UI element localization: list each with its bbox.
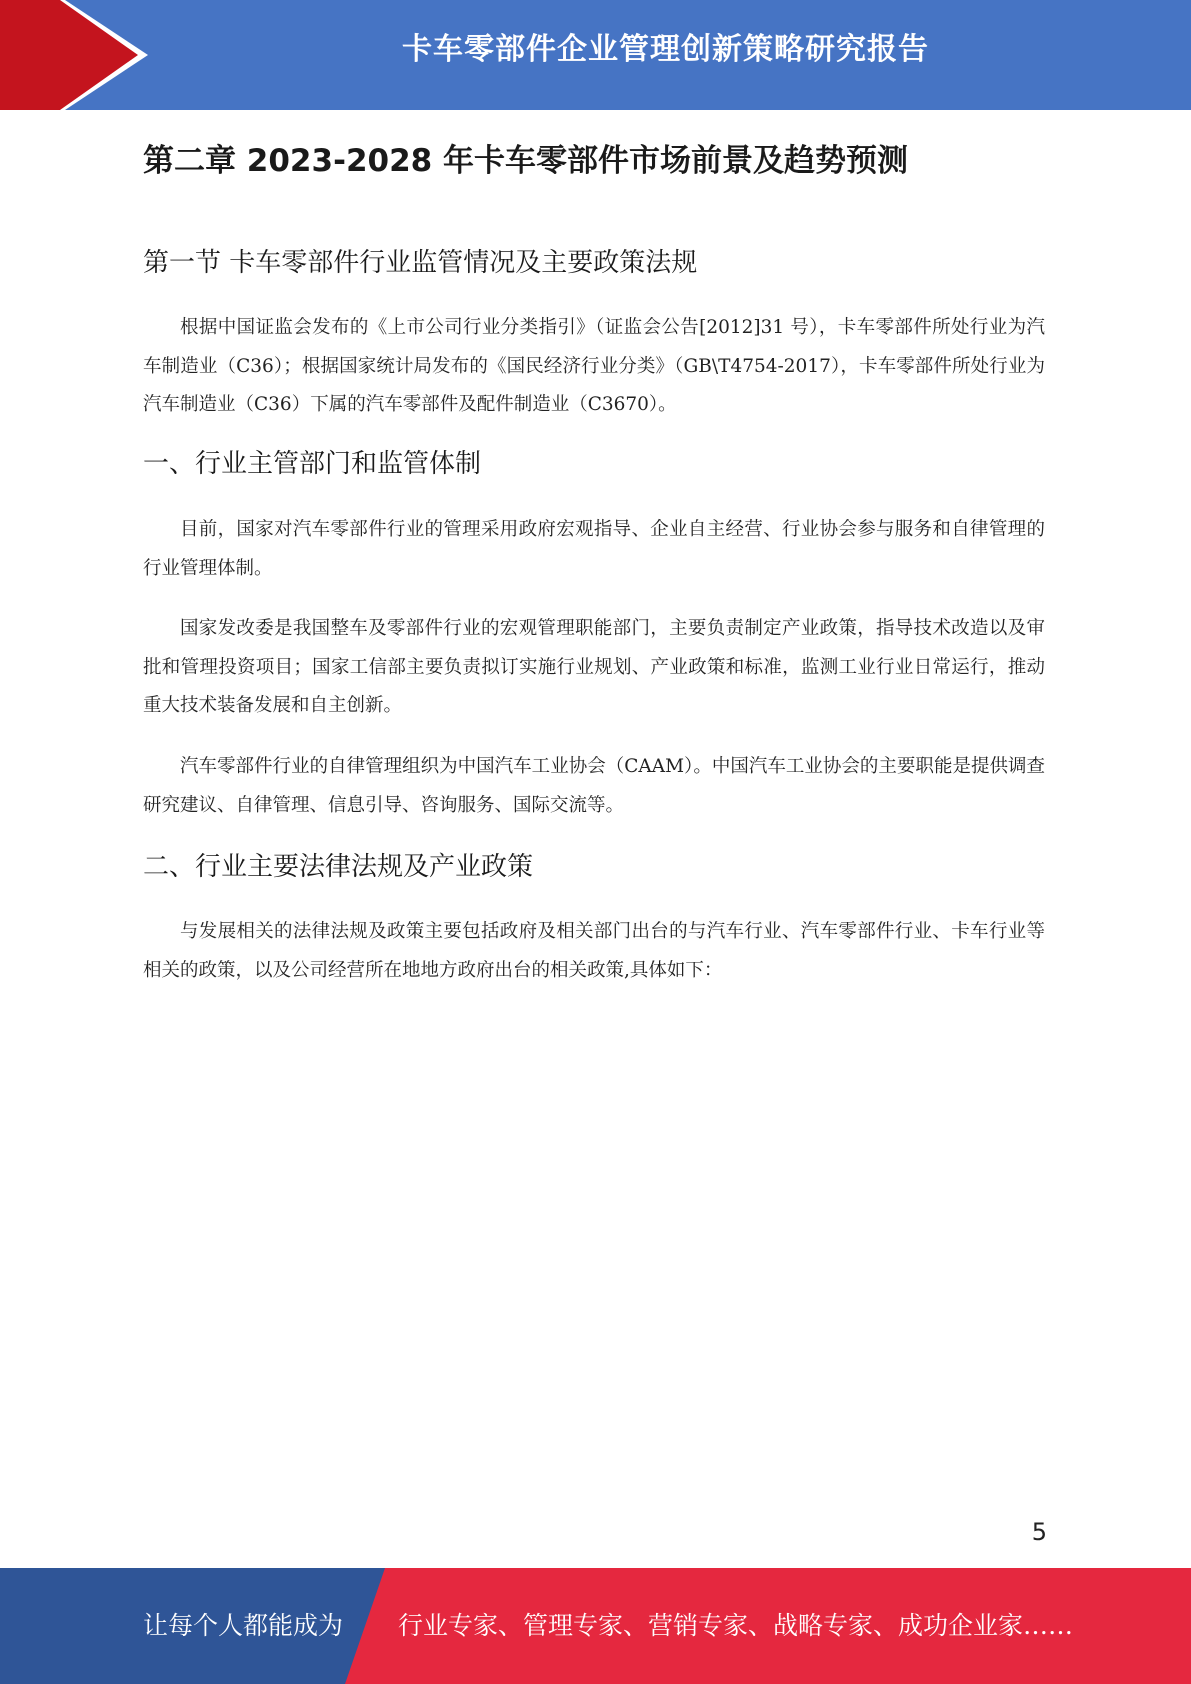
subheading-regulatory-system: 一、行业主管部门和监管体制 — [143, 449, 482, 479]
paragraph-ndrc-miit: 国家发改委是我国整车及零部件行业的宏观管理职能部门，主要负责制定产业政策，指导技术改造以及审批和管理投资项目；国家工信部主要负责拟订实施行业规划、产业政策和标准，监测工业行业日常运行，推动重大技术装备发展和自主创新。 — [143, 618, 1045, 716]
page-header — [0, 0, 1191, 110]
footer-slogan-right: 行业专家、管理专家、营销专家、战略专家、成功企业家…… — [398, 1611, 1074, 1640]
subheading-laws-policies: 二、行业主要法律法规及产业政策 — [143, 852, 534, 882]
page-number: 5 — [1031, 1518, 1047, 1546]
paragraph-management-system: 目前，国家对汽车零部件行业的管理采用政府宏观指导、企业自主经营、行业协会参与服务和自律管理的行业管理体制。 — [143, 519, 1045, 579]
header-title: 卡车零部件企业管理创新策略研究报告 — [402, 32, 929, 67]
header-arrow-icon — [0, 0, 160, 110]
paragraph-industry-classification: 根据中国证监会发布的《上市公司行业分类指引》（证监会公告[2012]31 号），卡车零部件所处行业为汽车制造业（C36）；根据国家统计局发布的《国民经济行业分类》（GB\T4754-2017），卡车零部件所处行业为汽车制造业（C36）下属的汽车零部件及配件制造业（C3670）。 — [143, 317, 1045, 415]
page-footer — [0, 1568, 1191, 1684]
paragraph-policies-intro: 与发展相关的法律法规及政策主要包括政府及相关部门出台的与汽车行业、汽车零部件行业、卡车行业等相关的政策，以及公司经营所在地地方政府出台的相关政策,具体如下： — [143, 921, 1045, 981]
section-title: 第一节 卡车零部件行业监管情况及主要政策法规 — [143, 248, 698, 278]
chapter-title: 第二章 2023-2028 年卡车零部件市场前景及趋势预测 — [143, 143, 909, 179]
footer-slogan-left: 让每个人都能成为 — [143, 1611, 344, 1640]
paragraph-caam: 汽车零部件行业的自律管理组织为中国汽车工业协会（CAAM）。中国汽车工业协会的主要职能是提供调查研究建议、自律管理、信息引导、咨询服务、国际交流等。 — [143, 756, 1045, 816]
